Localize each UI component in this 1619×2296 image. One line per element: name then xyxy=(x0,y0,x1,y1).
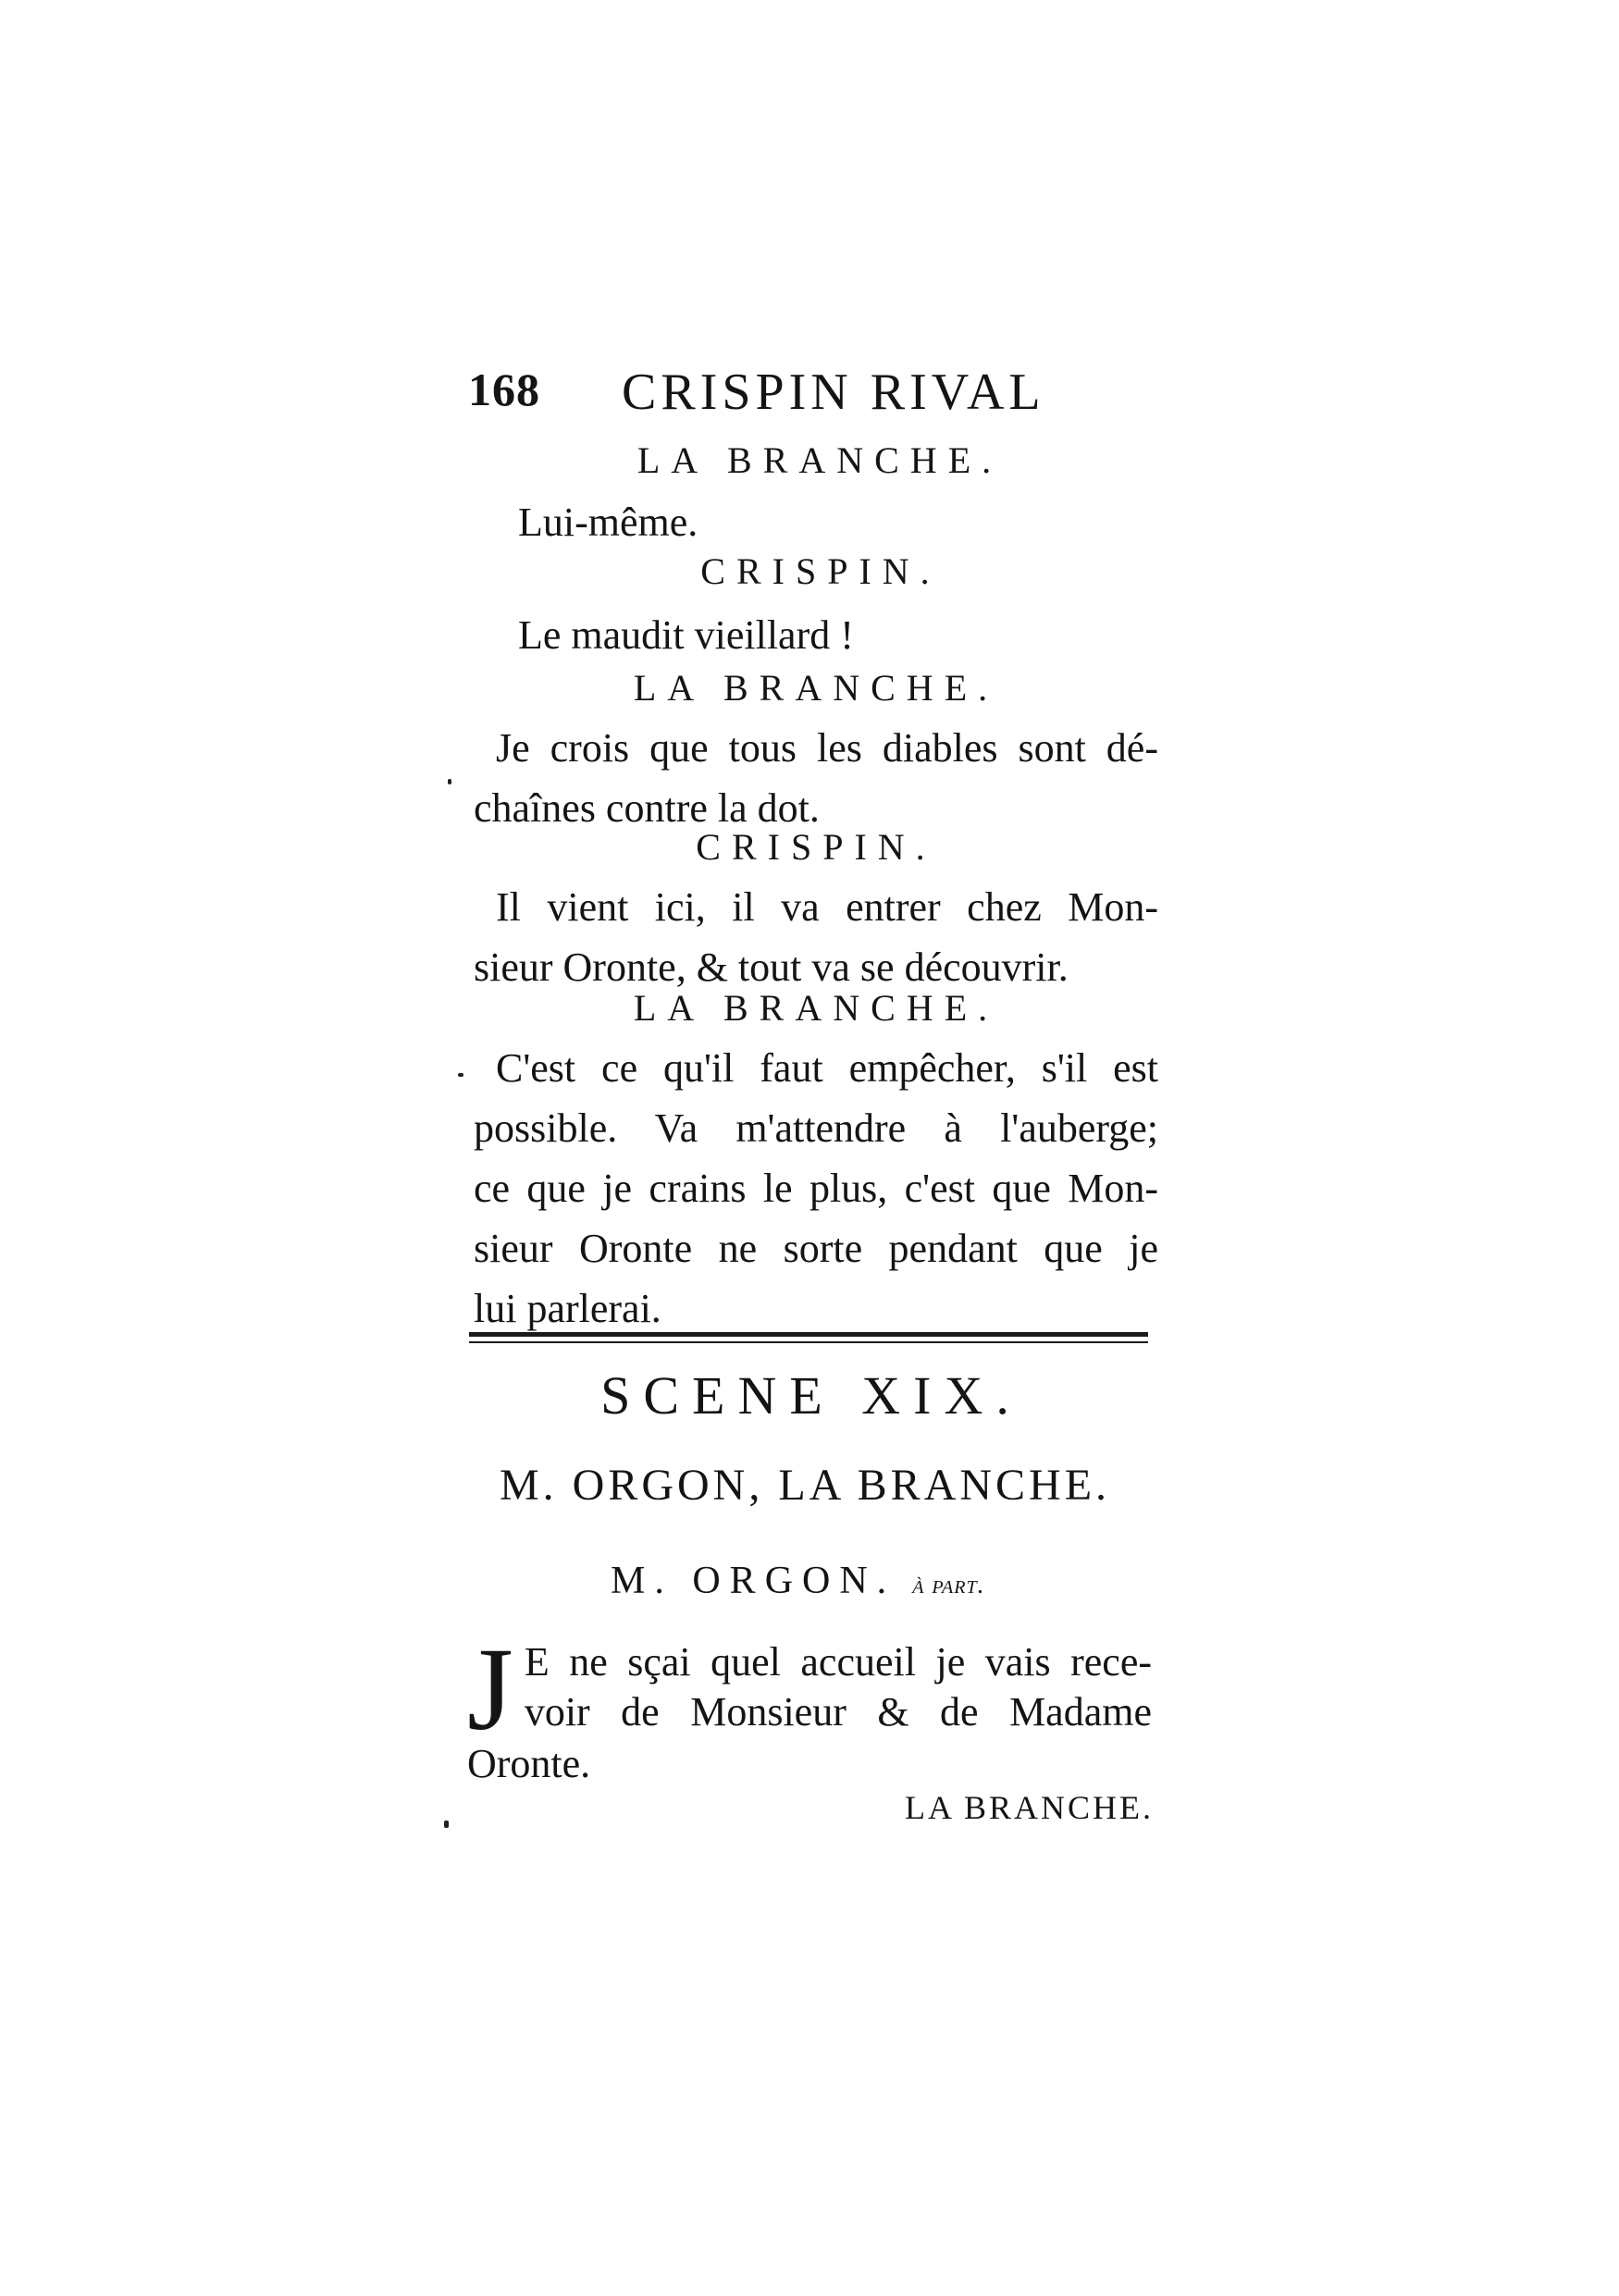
speech-line: voir de Monsieur & de Madame xyxy=(524,1689,1152,1734)
scene-divider-rule xyxy=(469,1332,1148,1337)
speech-line: sieur Oronte ne sorte pendant que je xyxy=(474,1226,1158,1271)
speech-line: Le maudit vieillard ! xyxy=(518,612,854,658)
speech-line: ce que je crains le plus, c'est que Mon- xyxy=(474,1166,1158,1211)
page-number: 168 xyxy=(468,364,540,415)
speech-line: sieur Oronte, & tout va se découvrir. xyxy=(474,944,1069,990)
ink-speck xyxy=(458,1073,463,1077)
dialogue-speaker xyxy=(474,987,1158,1029)
stage-direction: à part. xyxy=(912,1571,985,1599)
dialogue-speaker xyxy=(474,667,1158,709)
speaker-name: LA BRANCHE. xyxy=(636,439,1003,481)
speaker-name: LA BRANCHE. xyxy=(633,987,999,1029)
dialogue-speech xyxy=(474,1038,1158,1339)
speaker-name: CRISPIN. xyxy=(696,826,936,868)
speech-line: E ne sçai quel accueil je vais rece- xyxy=(524,1639,1152,1685)
speaker-name: LA BRANCHE. xyxy=(633,667,999,709)
speech-line: C'est ce qu'il faut empêcher, s'il est xyxy=(496,1045,1158,1091)
speech-line: Oronte. xyxy=(467,1741,591,1786)
speech-line: Il vient ici, il va entrer chez Mon- xyxy=(496,884,1158,930)
next-speaker-catchword: LA BRANCHE. xyxy=(905,1789,1155,1826)
scene-speech xyxy=(467,1623,1152,1789)
ink-speck xyxy=(444,1821,449,1828)
speaker-name: M. ORGON. xyxy=(611,1560,896,1602)
dialogue-speaker xyxy=(474,550,1158,592)
drop-cap: J xyxy=(467,1623,513,1755)
speaker-name: CRISPIN. xyxy=(700,550,941,592)
ink-speck xyxy=(448,779,451,784)
dialogue-speech xyxy=(474,718,1158,838)
dialogue-speech xyxy=(518,492,1203,552)
running-title: CRISPIN RIVAL xyxy=(622,364,1045,421)
speech-line: possible. Va m'attendre à l'auberge; xyxy=(474,1105,1158,1151)
scene-title: SCENE XIX. xyxy=(600,1365,1022,1426)
speech-line: Lui-même. xyxy=(518,500,698,545)
dialogue-speaker xyxy=(474,439,1158,481)
speech-line: chaînes contre la dot. xyxy=(474,785,820,831)
dialogue-speech xyxy=(518,605,1203,665)
dialogue-speech xyxy=(474,877,1158,997)
page-header xyxy=(463,363,1166,427)
speech-line: lui parlerai. xyxy=(474,1286,661,1331)
scene-speaker xyxy=(611,1559,985,1603)
scene-characters: M. ORGON, LA BRANCHE. xyxy=(499,1461,1111,1510)
dialogue-speaker xyxy=(474,826,1158,868)
speech-line: Je crois que tous les diables sont dé- xyxy=(496,725,1158,771)
